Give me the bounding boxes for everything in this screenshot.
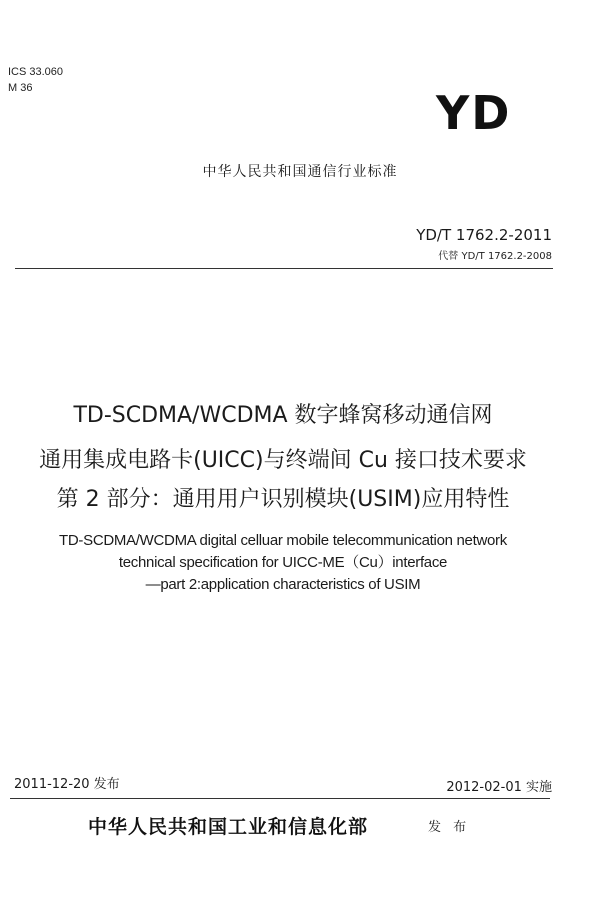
title-en-line-3: —part 2:application characteristics of USIM (145, 576, 421, 593)
ccs-code: M 36 (8, 82, 33, 94)
publisher-name: 中华人民共和国工业和信息化部 (88, 816, 369, 838)
footer-divider (10, 798, 550, 799)
title-cn-line-1: TD-SCDMA/WCDMA 数字蜂窝移动通信网 (73, 403, 493, 428)
yd-logo: YD (436, 86, 512, 140)
replaces-standard: 代替 YD/T 1762.2-2008 (438, 251, 552, 262)
title-en-line-1: TD-SCDMA/WCDMA digital celluar mobile telecommunication network (59, 532, 507, 549)
ics-code: ICS 33.060 (8, 66, 64, 78)
title-cn-line-2: 通用集成电路卡(UICC)与终端间 Cu 接口技术要求 (39, 448, 527, 473)
publish-label: 发 布 (428, 820, 471, 835)
header-divider (15, 268, 553, 269)
standard-number: YD/T 1762.2-2011 (416, 226, 552, 244)
issue-date: 2011-12-20 发布 (14, 777, 120, 792)
standard-category-title: 中华人民共和国通信行业标准 (202, 164, 398, 180)
title-cn-line-3: 第 2 部分：通用用户识别模块(USIM)应用特性 (56, 487, 510, 512)
effective-date: 2012-02-01 实施 (446, 780, 552, 795)
title-en-line-2: technical specification for UICC-ME（Cu）interface (118, 554, 448, 571)
